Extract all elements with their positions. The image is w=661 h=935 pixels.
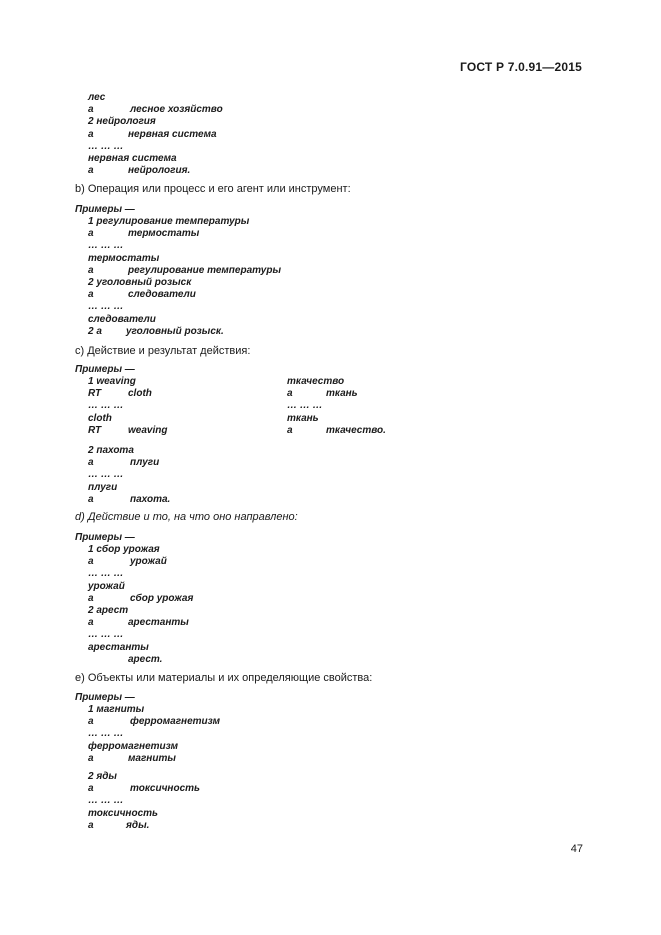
examples-label: Примеры —: [75, 364, 135, 375]
example-related-term-right: ткань: [326, 388, 358, 400]
example-term: 1 регулирование температуры: [88, 216, 250, 227]
document-code: ГОСТ Р 7.0.91—2015: [459, 60, 582, 74]
example-term: a: [88, 783, 94, 795]
example-term: a: [88, 457, 94, 469]
example-related-term: cloth: [128, 388, 152, 400]
examples-label: Примеры —: [75, 532, 135, 543]
example-term: a: [88, 493, 94, 505]
example-term: a: [88, 165, 94, 177]
example-term: 2 пахота: [88, 445, 134, 456]
example-related-term: лесное хозяйство: [130, 104, 223, 116]
example-term: … … …: [88, 568, 124, 580]
example-term: a: [88, 556, 94, 568]
example-term: 2 уголовный розыск: [88, 277, 192, 288]
examples-label: Примеры —: [75, 692, 135, 703]
example-term: a: [88, 752, 94, 764]
example-term: нервная система: [88, 153, 177, 164]
example-term: … … …: [88, 301, 124, 313]
example-term: арестанты: [88, 641, 149, 653]
example-term: … … …: [88, 795, 124, 807]
example-term: … … …: [88, 400, 124, 412]
example-related-term: термостаты: [128, 228, 200, 240]
example-term: 2 яды: [88, 771, 117, 782]
example-term: токсичность: [88, 807, 158, 819]
example-term: следователи: [88, 313, 156, 325]
example-related-term: нейрология.: [128, 165, 191, 177]
example-term: 2 арест: [88, 605, 129, 616]
example-related-term: ферромагнетизм: [130, 716, 220, 728]
example-term: … … …: [88, 728, 124, 740]
example-term: RT: [88, 424, 102, 436]
example-term: … … …: [88, 140, 124, 152]
example-term: a: [88, 819, 94, 831]
section-heading: d) Действие и то, на что оно направлено:: [75, 511, 298, 523]
example-term: 1 сбор урожая: [88, 544, 160, 555]
section-heading: e) Объекты или материалы и их определяющие свойства:: [75, 672, 373, 684]
example-term: a: [88, 716, 94, 728]
example-term-right: ткань: [287, 412, 319, 424]
example-term: a: [88, 289, 94, 301]
example-term: 2 a: [88, 325, 102, 337]
example-term: 2 нейрология: [88, 116, 156, 128]
example-term-right: … … …: [287, 400, 323, 412]
example-related-term: пахота.: [130, 493, 171, 505]
example-term: … … …: [88, 629, 124, 641]
example-term: плуги: [88, 481, 118, 493]
example-term: 1 weaving: [88, 376, 136, 387]
example-term: a: [88, 592, 94, 604]
examples-label: Примеры —: [75, 204, 135, 215]
example-term: термостаты: [88, 252, 160, 264]
example-related-term: нервная система: [128, 128, 217, 140]
example-term: … … …: [88, 469, 124, 481]
example-term-right: a: [287, 424, 293, 436]
example-related-term: weaving: [128, 424, 168, 436]
example-related-term: арест.: [128, 653, 163, 665]
page-number: 47: [570, 843, 583, 855]
example-related-term: уголовный розыск.: [126, 325, 224, 337]
example-related-term: плуги: [130, 457, 160, 469]
example-term: a: [88, 264, 94, 276]
example-term: a: [88, 104, 94, 116]
example-term: ферромагнетизм: [88, 740, 178, 752]
example-term: урожай: [88, 580, 125, 592]
example-term-right: a: [287, 388, 293, 400]
example-term: 1 магниты: [88, 704, 145, 715]
example-related-term: регулирование температуры: [128, 264, 281, 276]
section-heading: b) Операция или процесс и его агент или инструмент:: [75, 183, 351, 195]
example-term-right: ткачество: [287, 376, 345, 387]
example-related-term: арестанты: [128, 617, 189, 629]
example-related-term: яды.: [126, 819, 150, 831]
example-term: … … …: [88, 240, 124, 252]
example-term: a: [88, 228, 94, 240]
example-related-term-right: ткачество.: [326, 424, 386, 436]
example-related-term: магниты: [128, 752, 176, 764]
example-term: cloth: [88, 412, 112, 424]
example-term: лес: [88, 92, 106, 103]
example-term: a: [88, 128, 94, 140]
example-related-term: следователи: [128, 289, 196, 301]
example-related-term: токсичность: [130, 783, 200, 795]
example-term: a: [88, 617, 94, 629]
example-related-term: урожай: [130, 556, 167, 568]
example-term: RT: [88, 388, 102, 400]
section-heading: c) Действие и результат действия:: [75, 345, 251, 357]
example-related-term: сбор урожая: [130, 592, 194, 604]
